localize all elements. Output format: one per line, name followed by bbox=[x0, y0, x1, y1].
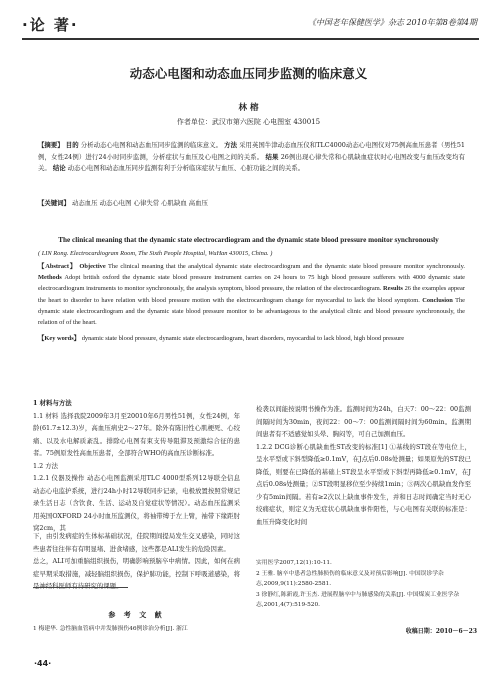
section-label: ·论 著· bbox=[22, 16, 79, 34]
footnote-rule bbox=[33, 587, 128, 588]
page-number: ·44· bbox=[34, 659, 52, 668]
paragraph: 1.1 材料 选择我院2009年3月至20010年6月男性51例，女性24例，年龄(61.7±12.3)岁，高血压病史2～27年。除外有陈旧性心肌梗死、心绞痛、以及水电解质紊乱。排除心电图有束支传导阻滞及预激综合征的患者。75例原发性高血压患者，全部符合WHO的高血压诊断标准。 bbox=[33, 411, 240, 457]
left-continuation bbox=[33, 530, 240, 593]
reference-1: 1 梅建华. 急性脑血管病中并发肺损伤46例诊治分析[J]. 浙江 bbox=[33, 626, 188, 632]
references-right bbox=[256, 558, 471, 611]
received-date: 收稿日期：2010－6－23 bbox=[405, 628, 477, 635]
reference-2: 2 王雅. 脑卒中患者急性肺损伤的临床意义及对预后影响[J]. 中国误诊学杂志,2009,9(11):2580-2581. bbox=[256, 570, 444, 587]
references-heading: 参 考 文 献 bbox=[108, 610, 165, 619]
paragraph: 下，由引发病症的生体标基础状况，佳院期间提局发生交叉感染，同时这些患者往往伴有有明显堵、进食堵感，这些都是ALI发生的危险因素。 bbox=[33, 532, 240, 553]
header-rule bbox=[22, 38, 479, 40]
keywords-zh: 【关键词】 动态血压 动态心电图 心律失常 心肌缺血 高血压 bbox=[38, 199, 208, 207]
subsection-heading: 1.2 方法 bbox=[33, 461, 58, 470]
affiliation: 作者单位：武汉市第六医院 心电图室 430015 bbox=[176, 118, 321, 126]
english-affiliation: ( LIN Rong. Electrocardiogram Room, The Sixth People Hospital, WuHan 430015, China. ) bbox=[38, 250, 273, 257]
abstract-zh: 【摘要】 目的 分析动态心电图和动态血压同步监测的临床意义。 方法 采用英国牛津动态血压仪和TLC4000动态心电图仪对75例高血压患者（男性51例，女性24例）进行24小时同步监测，分析症状与血压及心电图之间的关系。 结果 26例出现心律失常和心肌缺血症状时心电图改变与血压改变均有关。 结论 动态心电图和动态血压同步监测有利于分析临床症状与血压、心脏功能之间的关系。 bbox=[38, 141, 465, 173]
section-heading: 1 材料与方法 bbox=[33, 399, 72, 407]
left-column bbox=[33, 397, 240, 535]
paragraph: 1.2.2 DCG诊断心肌缺血性ST改变的标准[1] ①基线的ST段在等电位上，呈水平型或下斜型降低≥0.1mV，在J点后0.08s处测量；如果原先的ST段已降低，则要在已降低的基础上ST段呈水平型或下斜型再降低≥0.1mV，在J点后0.08s处测量；②ST段明显移位至少持续1min；③两次心肌缺血发作至少有5min间隔。若有≥2次以上缺血事件发生，并和日志时间确定当时无心绞痛症状，则定义为无症状心肌缺血事件阳性，与心电图有关联的标准是：血压升降变化时间 bbox=[256, 442, 471, 526]
english-title: The clinical meaning that the dynamic state electrocardiogram and the dynamic state blood pressure monitor synchronously bbox=[58, 236, 439, 244]
paragraph: 总之，ALI可加重脑组织损伤，明确影响预脑卒中病情。因此，如何在病症早期采取措施，减轻脑组织损伤，保护肺功能，控制下呼吸道感染，将是神经科医师有待研究的课题。 bbox=[33, 557, 240, 590]
abstract-en: 【Abstract】 Objective The clinical meaning that the analytical dynamic state electrocardiogram and the dynamic state blood pressure monitor synchronously. Methods Adopt british oxford the dynamic state blood pressure instrument carries on 24 hours to 75 high blood pressure sufferers with 4000 dynamic state electrocardiogram instruments to monitor synchronously, the analysis symptom, blood pressure, the relation of the electrocardiogram. Results 26 the examples appear the heart to disorder to have relation with blood pressure motion with the electrocardiogram change for myocardial to lack the blood symptom. Conclusion The dynamic state electrocardiogram and the dynamic state blood pressure monitor to be advantageous to the analytical clinic and blood pressure synchronously, the relation of of the heart. bbox=[38, 263, 466, 327]
author: 林 榕 bbox=[238, 103, 259, 113]
paragraph: 检袭以间能按说明书操作为准。监测时间为24h，白天7：00～22：00监测间隔时间为30min，夜间22：00～7：00监测间隔时间为60min。监测期间患者有不适感觉如头晕、胸闷等，可自己加测血压。 bbox=[256, 405, 471, 438]
reference-3: 3 徐静红,陈新霞,许玉杰. 进展程脑卒中与肺感染的关系[J]. 中国煤炭工业医学杂志,2001,4(7):519-520. bbox=[256, 591, 460, 608]
article-title: 动态心电图和动态血压同步监测的临床意义 bbox=[129, 66, 368, 81]
reference-continuation: 实用医学2007,12(1):10-11. bbox=[256, 560, 332, 566]
journal-header: 《中国老年保健医学》杂志 2010年第8卷第4期 bbox=[307, 18, 477, 27]
right-column bbox=[256, 403, 471, 528]
paragraph: 1.2.1 仪器及操作 动态心电图监测采用TLC 4000型系列12导联全信息动态心电监护系统，进行24h小时12导联同步记录，电极放置按照常规记录生活日志（含饮食、生活、运动及自觉症状等情况）。动态血压监测采用英国OXFORD 24小时血压监测仪，将袖带缚于左上臂，袖带下缘距肘窝2cm，其 bbox=[33, 474, 240, 532]
keywords-en: 【Key words】 dynamic state blood pressure, dynamic state electrocardiogram, heart disorders, myocardial to lack blood, high blood pressure bbox=[38, 335, 405, 342]
